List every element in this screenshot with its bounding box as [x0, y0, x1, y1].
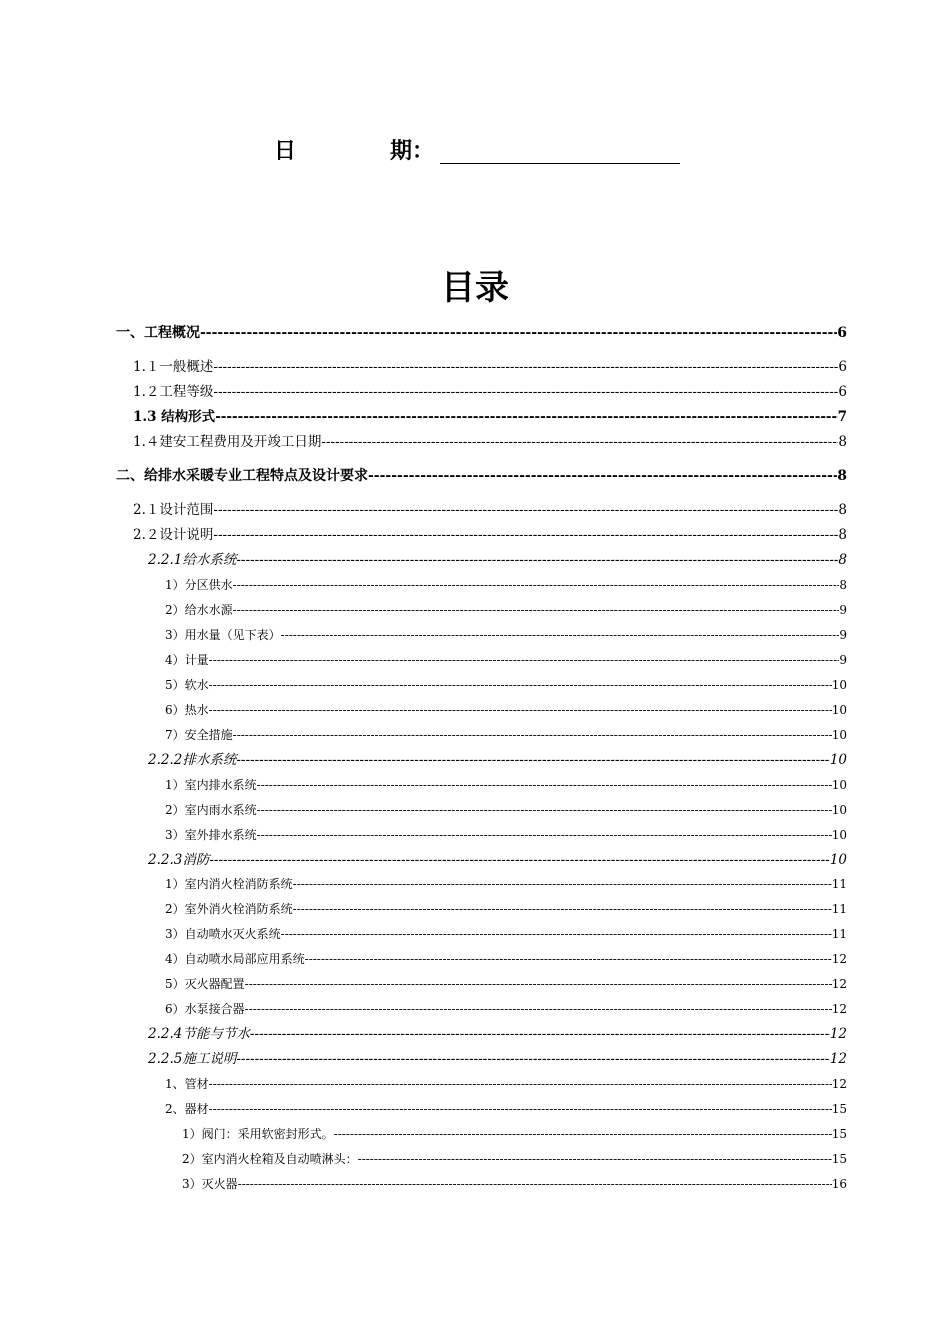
toc-entry[interactable]	[148, 849, 847, 871]
toc-leader	[209, 699, 832, 721]
toc-page-number: 16	[831, 1177, 847, 1191]
toc-entry-text: 2、器材	[165, 1102, 209, 1116]
toc-entry[interactable]	[165, 574, 847, 596]
toc-entry-text: 2）室内消火栓箱及自动喷淋头：	[182, 1152, 358, 1166]
toc-entry[interactable]	[148, 549, 847, 571]
toc-entry-text: 1）阀门：采用软密封形式。	[182, 1127, 334, 1141]
toc-entry[interactable]	[165, 799, 847, 821]
toc-leader	[358, 1148, 832, 1170]
toc-entry[interactable]	[148, 1023, 847, 1045]
toc-leader	[233, 574, 840, 596]
toc-entry-text: 2.2.3消防	[148, 852, 210, 868]
toc-page-number: 8	[838, 527, 847, 543]
toc-entry[interactable]	[133, 356, 847, 378]
toc-entry-text: 5）灭火器配置	[165, 977, 245, 991]
toc-page-number: 6	[838, 359, 847, 375]
toc-page-number: 11	[831, 927, 847, 941]
toc-entry[interactable]	[165, 973, 847, 995]
toc-page-number: 15	[831, 1102, 847, 1116]
toc-leader	[236, 749, 829, 771]
toc-leader	[257, 799, 832, 821]
toc-entry-text: 2）室外消火栓消防系统	[165, 902, 293, 916]
toc-entry-text: 2.2.4节能与节水	[148, 1026, 250, 1042]
toc-entry-text: 1）分区供水	[165, 578, 233, 592]
toc-leader	[368, 465, 837, 487]
toc-page-number: 15	[831, 1127, 847, 1141]
toc-leader	[209, 1073, 832, 1095]
toc-leader	[238, 1173, 832, 1195]
toc-entry[interactable]	[165, 1098, 847, 1120]
toc-page-number: 10	[831, 803, 847, 817]
toc-title: 目录	[441, 268, 509, 308]
toc-entry[interactable]	[165, 649, 847, 671]
toc-page-number: 10	[831, 678, 847, 692]
toc-entry-text: 3）用水量（见下表）	[165, 628, 281, 642]
toc-entry-text: 7）安全措施	[165, 728, 233, 742]
toc-page-number: 7	[837, 409, 847, 425]
toc-page-number: 11	[831, 877, 847, 891]
toc-entry[interactable]	[116, 322, 847, 344]
toc-entry-text: 1）室内消火栓消防系统	[165, 877, 293, 891]
toc-entry[interactable]	[165, 873, 847, 895]
toc-leader	[233, 724, 832, 746]
toc-leader	[209, 1098, 832, 1120]
toc-entry[interactable]	[133, 431, 847, 453]
toc-leader	[236, 1048, 829, 1070]
toc-leader	[213, 499, 838, 521]
toc-page-number: 9	[839, 653, 847, 667]
toc-entry[interactable]	[165, 824, 847, 846]
toc-leader	[250, 1023, 830, 1045]
toc-entry-text: 4）自动喷水局部应用系统	[165, 952, 305, 966]
toc-page-number: 10	[829, 852, 847, 868]
toc-leader	[213, 381, 838, 403]
toc-entry[interactable]	[133, 406, 847, 428]
toc-page-number: 8	[838, 552, 847, 568]
toc-leader	[257, 824, 832, 846]
toc-leader	[213, 524, 838, 546]
toc-entry[interactable]	[165, 923, 847, 945]
toc-leader	[293, 873, 832, 895]
toc-page-number: 9	[839, 603, 847, 617]
toc-entry[interactable]	[116, 465, 847, 487]
toc-page-number: 6	[837, 325, 847, 341]
toc-page-number: 12	[829, 1051, 847, 1067]
toc-entry-text: 1.１一般概述	[133, 359, 214, 375]
toc-entry-text: 二、给排水采暖专业工程特点及设计要求	[116, 468, 368, 484]
toc-page-number: 10	[829, 752, 847, 768]
toc-leader	[293, 898, 832, 920]
toc-page-number: 12	[831, 1077, 847, 1091]
toc-page-number: 10	[831, 828, 847, 842]
toc-page-number: 8	[839, 578, 847, 592]
toc-entry[interactable]	[165, 948, 847, 970]
toc-page-number: 12	[831, 952, 847, 966]
toc-leader	[200, 322, 837, 344]
toc-entry[interactable]	[182, 1173, 847, 1195]
toc-entry-text: 3）灭火器	[182, 1177, 238, 1191]
toc-page-number: 12	[829, 1026, 847, 1042]
toc-entry-text: 1、管材	[165, 1077, 209, 1091]
toc-entry[interactable]	[165, 774, 847, 796]
toc-page-number: 10	[831, 778, 847, 792]
toc-entry[interactable]	[182, 1123, 847, 1145]
toc-entry-text: 4）计量	[165, 653, 209, 667]
toc-entry[interactable]	[165, 699, 847, 721]
toc-entry[interactable]	[148, 749, 847, 771]
toc-leader	[245, 973, 832, 995]
toc-leader	[281, 624, 840, 646]
toc-entry-text: 2.2.2排水系统	[148, 752, 237, 768]
toc-entry-text: 2.2.5施工说明	[148, 1051, 237, 1067]
toc-entry-text: 一、工程概况	[116, 325, 200, 341]
toc-entry-text: 1）室内排水系统	[165, 778, 257, 792]
toc-entry[interactable]	[165, 998, 847, 1020]
toc-entry-text: 2.２设计说明	[133, 527, 214, 543]
toc-entry-text: 6）热水	[165, 703, 209, 717]
toc-page-number: 15	[831, 1152, 847, 1166]
toc-entry[interactable]	[133, 499, 847, 521]
toc-leader	[245, 998, 832, 1020]
toc-entry-text: 2）室内雨水系统	[165, 803, 257, 817]
toc-leader	[281, 923, 832, 945]
toc-entry[interactable]	[165, 1073, 847, 1095]
toc-page-number: 9	[839, 628, 847, 642]
toc-entry-text: 2）给水水源	[165, 603, 233, 617]
toc-leader	[236, 549, 838, 571]
toc-leader	[257, 774, 832, 796]
toc-entry-text: 3）室外排水系统	[165, 828, 257, 842]
toc-page-number: 12	[831, 977, 847, 991]
toc-leader	[321, 431, 838, 453]
date-label-period: 期：	[390, 139, 435, 164]
toc-entry[interactable]	[165, 599, 847, 621]
toc-entry-text: 1.２工程等级	[133, 384, 214, 400]
toc-entry[interactable]	[148, 1048, 847, 1070]
toc-page-number: 8	[838, 502, 847, 518]
toc-page-number: 6	[838, 384, 847, 400]
toc-leader	[209, 649, 840, 671]
toc-leader	[213, 356, 838, 378]
toc-page-number: 10	[831, 728, 847, 742]
toc-entry-text: 2.2.1给水系统	[148, 552, 237, 568]
toc-page-number: 11	[831, 902, 847, 916]
toc-entry-text: 2.１设计范围	[133, 502, 214, 518]
toc-entry[interactable]	[133, 381, 847, 403]
toc-entry-text: 1.3 结构形式	[133, 409, 216, 425]
toc-entry[interactable]	[165, 674, 847, 696]
toc-entry-text: 5）软水	[165, 678, 209, 692]
toc-page-number: 12	[831, 1002, 847, 1016]
toc-entry[interactable]	[165, 724, 847, 746]
toc-leader	[215, 406, 837, 428]
toc-leader	[233, 599, 840, 621]
toc-leader	[209, 674, 832, 696]
toc-entry-text: 1.４建安工程费用及开竣工日期	[133, 434, 322, 450]
toc-entry[interactable]	[165, 898, 847, 920]
toc-leader	[209, 849, 829, 871]
toc-entry-text: 6）水泵接合器	[165, 1002, 245, 1016]
toc-entry[interactable]	[165, 624, 847, 646]
toc-page-number: 8	[837, 468, 847, 484]
toc-leader	[334, 1123, 832, 1145]
toc-entry[interactable]	[182, 1148, 847, 1170]
toc-page-number: 8	[838, 434, 847, 450]
toc-page-number: 10	[831, 703, 847, 717]
toc-entry-text: 3）自动喷水灭火系统	[165, 927, 281, 941]
toc-entry[interactable]	[133, 524, 847, 546]
date-label-day: 日	[274, 139, 297, 164]
toc-leader	[305, 948, 832, 970]
